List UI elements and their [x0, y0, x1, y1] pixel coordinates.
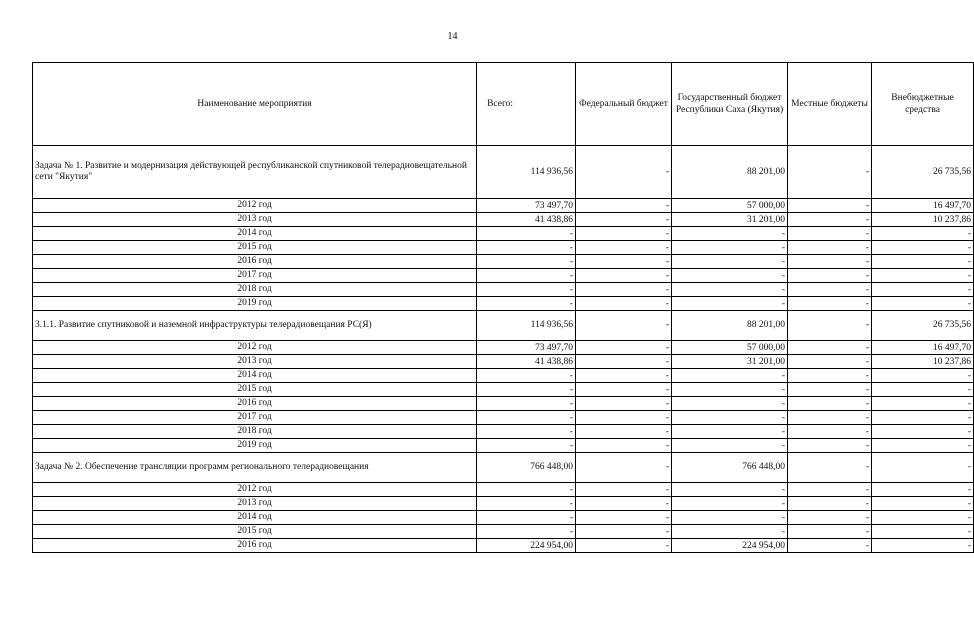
cell-name: 2017 год [33, 411, 477, 425]
cell-local: - [788, 269, 872, 283]
cell-extra: - [872, 297, 974, 311]
cell-name: 2019 год [33, 297, 477, 311]
table-row-year [33, 483, 974, 497]
table-header-row [33, 63, 974, 146]
cell-local: - [788, 227, 872, 241]
cell-state: - [672, 255, 788, 269]
cell-total: - [477, 397, 576, 411]
cell-federal: - [576, 425, 672, 439]
cell-name: 2014 год [33, 227, 477, 241]
cell-federal: - [576, 269, 672, 283]
budget-table [32, 62, 974, 553]
cell-extra: - [872, 411, 974, 425]
cell-state: - [672, 297, 788, 311]
cell-state: - [672, 369, 788, 383]
cell-extra: - [872, 255, 974, 269]
cell-total: 114 936,56 [477, 311, 576, 341]
cell-extra: - [872, 525, 974, 539]
cell-extra: 26 735,56 [872, 146, 974, 199]
cell-federal: - [576, 397, 672, 411]
cell-extra: - [872, 425, 974, 439]
cell-extra: - [872, 483, 974, 497]
cell-local: - [788, 453, 872, 483]
cell-federal: - [576, 199, 672, 213]
table-row-year [33, 525, 974, 539]
cell-extra: - [872, 497, 974, 511]
cell-extra: 26 735,56 [872, 311, 974, 341]
cell-local: - [788, 397, 872, 411]
header-name: Наименование мероприятия [33, 63, 477, 146]
cell-federal: - [576, 146, 672, 199]
cell-total: - [477, 483, 576, 497]
cell-local: - [788, 425, 872, 439]
table-body [33, 146, 974, 553]
table-row-year [33, 283, 974, 297]
table-row-year [33, 297, 974, 311]
cell-local: - [788, 146, 872, 199]
table-row-year [33, 213, 974, 227]
cell-total: - [477, 227, 576, 241]
cell-local: - [788, 199, 872, 213]
cell-federal: - [576, 539, 672, 553]
cell-federal: - [576, 283, 672, 297]
cell-state: - [672, 483, 788, 497]
cell-federal: - [576, 369, 672, 383]
cell-local: - [788, 411, 872, 425]
cell-name: Задача № 2. Обеспечение трансляции программ регионального телерадиовещания [33, 453, 477, 483]
cell-state: - [672, 383, 788, 397]
cell-local: - [788, 311, 872, 341]
cell-extra: 16 497,70 [872, 199, 974, 213]
cell-local: - [788, 255, 872, 269]
cell-federal: - [576, 241, 672, 255]
table-row-task [33, 453, 974, 483]
cell-state: - [672, 411, 788, 425]
cell-state: - [672, 397, 788, 411]
cell-federal: - [576, 355, 672, 369]
cell-total: - [477, 297, 576, 311]
page-number: 14 [447, 31, 458, 42]
cell-name: 2017 год [33, 269, 477, 283]
cell-federal: - [576, 227, 672, 241]
cell-local: - [788, 383, 872, 397]
cell-extra: - [872, 539, 974, 553]
cell-total: 114 936,56 [477, 146, 576, 199]
cell-total: - [477, 439, 576, 453]
cell-federal: - [576, 411, 672, 425]
cell-state: 88 201,00 [672, 311, 788, 341]
cell-name: 3.1.1. Развитие спутниковой и наземной инфраструктуры телерадиовещания РС(Я) [33, 311, 477, 341]
cell-extra: - [872, 511, 974, 525]
cell-federal: - [576, 383, 672, 397]
cell-local: - [788, 369, 872, 383]
cell-name: 2013 год [33, 497, 477, 511]
header-local: Местные бюджеты [788, 63, 872, 146]
table-row-year [33, 397, 974, 411]
cell-local: - [788, 511, 872, 525]
cell-local: - [788, 355, 872, 369]
cell-state: - [672, 497, 788, 511]
table-row-year [33, 539, 974, 553]
cell-federal: - [576, 439, 672, 453]
cell-total: 766 448,00 [477, 453, 576, 483]
cell-extra: - [872, 397, 974, 411]
cell-local: - [788, 525, 872, 539]
cell-name: 2012 год [33, 199, 477, 213]
cell-extra: - [872, 283, 974, 297]
cell-name: 2018 год [33, 425, 477, 439]
cell-extra: - [872, 369, 974, 383]
table-row-year [33, 199, 974, 213]
cell-total: 41 438,86 [477, 355, 576, 369]
cell-federal: - [576, 511, 672, 525]
cell-extra: - [872, 383, 974, 397]
cell-total: 224 954,00 [477, 539, 576, 553]
cell-total: - [477, 411, 576, 425]
cell-extra: - [872, 439, 974, 453]
cell-total: - [477, 369, 576, 383]
table-row-year [33, 227, 974, 241]
cell-local: - [788, 297, 872, 311]
cell-total: - [477, 497, 576, 511]
table-row-year [33, 425, 974, 439]
cell-name: 2015 год [33, 525, 477, 539]
cell-federal: - [576, 525, 672, 539]
cell-state: 57 000,00 [672, 199, 788, 213]
cell-total: - [477, 269, 576, 283]
cell-local: - [788, 439, 872, 453]
cell-local: - [788, 283, 872, 297]
table-row-year [33, 369, 974, 383]
cell-federal: - [576, 311, 672, 341]
cell-name: 2012 год [33, 341, 477, 355]
cell-extra: - [872, 227, 974, 241]
header-extra: Внебюджетные средства [872, 63, 974, 146]
cell-total: - [477, 511, 576, 525]
cell-state: 31 201,00 [672, 213, 788, 227]
header-total: Всего: [477, 63, 576, 146]
cell-state: - [672, 425, 788, 439]
table-row-year [33, 497, 974, 511]
cell-extra: - [872, 453, 974, 483]
cell-name: 2013 год [33, 213, 477, 227]
cell-name: 2016 год [33, 539, 477, 553]
cell-name: 2014 год [33, 369, 477, 383]
cell-name: 2015 год [33, 383, 477, 397]
cell-local: - [788, 341, 872, 355]
cell-federal: - [576, 497, 672, 511]
table-row-year [33, 255, 974, 269]
cell-local: - [788, 539, 872, 553]
cell-name: 2015 год [33, 241, 477, 255]
table-row-year [33, 355, 974, 369]
cell-state: - [672, 241, 788, 255]
cell-total: 73 497,70 [477, 341, 576, 355]
cell-total: 73 497,70 [477, 199, 576, 213]
cell-state: 224 954,00 [672, 539, 788, 553]
table-row-year [33, 439, 974, 453]
table-row-year [33, 341, 974, 355]
cell-total: - [477, 425, 576, 439]
cell-federal: - [576, 297, 672, 311]
cell-state: - [672, 511, 788, 525]
cell-state: 88 201,00 [672, 146, 788, 199]
cell-extra: 10 237,86 [872, 355, 974, 369]
cell-total: 41 438,86 [477, 213, 576, 227]
cell-state: 766 448,00 [672, 453, 788, 483]
cell-name: 2018 год [33, 283, 477, 297]
table-row-year [33, 241, 974, 255]
cell-extra: 16 497,70 [872, 341, 974, 355]
cell-state: - [672, 269, 788, 283]
table-row-year [33, 511, 974, 525]
cell-extra: - [872, 269, 974, 283]
table-row-subtask [33, 311, 974, 341]
cell-federal: - [576, 255, 672, 269]
cell-extra: 10 237,86 [872, 213, 974, 227]
cell-name: 2016 год [33, 397, 477, 411]
cell-local: - [788, 483, 872, 497]
cell-name: 2012 год [33, 483, 477, 497]
cell-local: - [788, 241, 872, 255]
cell-federal: - [576, 213, 672, 227]
cell-name: 2014 год [33, 511, 477, 525]
cell-name: 2016 год [33, 255, 477, 269]
cell-state: 31 201,00 [672, 355, 788, 369]
cell-total: - [477, 241, 576, 255]
cell-name: Задача № 1. Развитие и модернизация действующей республиканской спутниковой телерадиовещательной сети "Якутия" [33, 146, 477, 199]
cell-state: - [672, 283, 788, 297]
cell-federal: - [576, 341, 672, 355]
cell-local: - [788, 497, 872, 511]
cell-state: 57 000,00 [672, 341, 788, 355]
table-row-task [33, 146, 974, 199]
cell-federal: - [576, 453, 672, 483]
cell-total: - [477, 255, 576, 269]
cell-total: - [477, 283, 576, 297]
header-federal: Федеральный бюджет [576, 63, 672, 146]
header-state: Государственный бюджет Республики Саха (Якутия) [672, 63, 788, 146]
table-row-year [33, 269, 974, 283]
cell-name: 2019 год [33, 439, 477, 453]
cell-extra: - [872, 241, 974, 255]
cell-state: - [672, 439, 788, 453]
cell-local: - [788, 213, 872, 227]
table-row-year [33, 383, 974, 397]
table-row-year [33, 411, 974, 425]
cell-total: - [477, 383, 576, 397]
cell-name: 2013 год [33, 355, 477, 369]
cell-state: - [672, 227, 788, 241]
cell-total: - [477, 525, 576, 539]
cell-federal: - [576, 483, 672, 497]
cell-state: - [672, 525, 788, 539]
